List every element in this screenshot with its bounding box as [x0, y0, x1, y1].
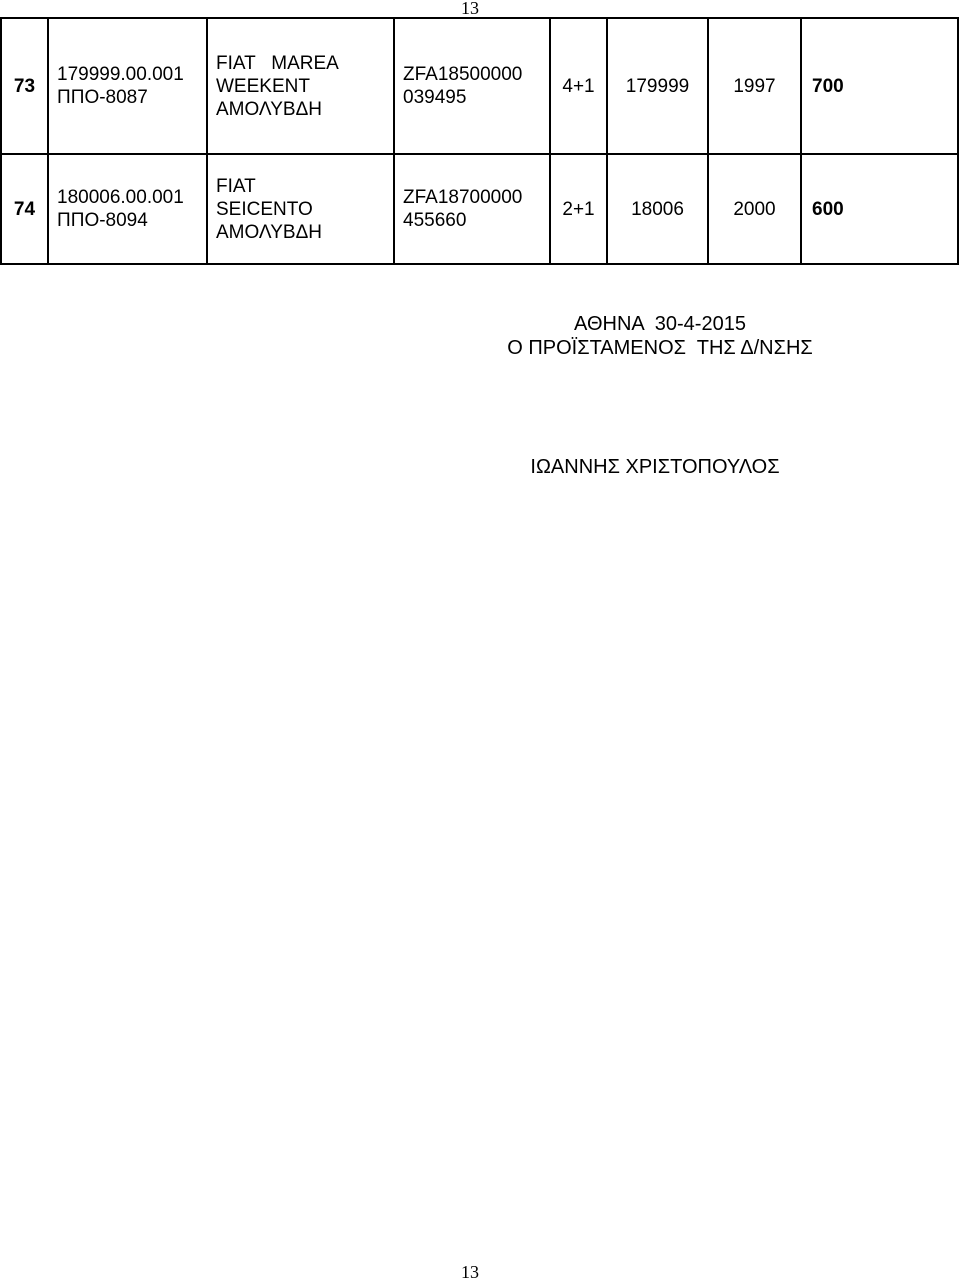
plate-number: ΠΠΟ-8087 — [57, 87, 148, 108]
value-cell: 600 — [801, 154, 958, 264]
ref-cell: 18006 — [607, 154, 708, 264]
table-row — [1, 154, 958, 264]
chassis-line: ZFA18700000 — [403, 187, 523, 208]
year-cell: 1997 — [708, 18, 801, 154]
model-line: ΑΜΟΛΥΒΔΗ — [216, 98, 322, 120]
signatory-name-block — [475, 455, 835, 479]
vehicle-table — [0, 17, 959, 265]
model-line: WEEKENT — [216, 75, 310, 97]
year-cell: 2000 — [708, 154, 801, 264]
signatory-role: Ο ΠΡΟΪΣΤΑΜΕΝΟΣ ΤΗΣ Δ/ΝΣΗΣ — [507, 337, 813, 359]
ref-cell: 179999 — [607, 18, 708, 154]
model-line: FIAT — [216, 175, 256, 197]
model-cell — [207, 154, 394, 264]
chassis-cell — [394, 154, 550, 264]
code-cell — [48, 18, 207, 154]
page-number-top: 13 — [461, 0, 479, 18]
plate-number: ΠΠΟ-8094 — [57, 210, 148, 231]
seats-cell: 4+1 — [550, 18, 607, 154]
item-code: 179999.00.001 — [57, 64, 184, 85]
place-date: ΑΘΗΝΑ 30-4-2015 — [574, 313, 746, 335]
signatory-name: ΙΩΑΝΝΗΣ ΧΡΙΣΤΟΠΟΥΛΟΣ — [530, 456, 780, 478]
model-cell — [207, 18, 394, 154]
chassis-cell — [394, 18, 550, 154]
chassis-line: 455660 — [403, 210, 467, 231]
model-line: ΑΜΟΛΥΒΔΗ — [216, 221, 322, 243]
row-index: 73 — [1, 18, 48, 154]
seats-cell: 2+1 — [550, 154, 607, 264]
value-cell: 700 — [801, 18, 958, 154]
item-code: 180006.00.001 — [57, 187, 184, 208]
table-row — [1, 18, 958, 154]
model-line: FIAT MAREA — [216, 52, 339, 74]
model-line: SEICENTO — [216, 198, 313, 220]
row-index: 74 — [1, 154, 48, 264]
code-cell — [48, 154, 207, 264]
page-number-bottom: 13 — [461, 1262, 479, 1282]
chassis-line: ZFA18500000 — [403, 64, 523, 85]
chassis-line: 039495 — [403, 87, 467, 108]
signature-block — [480, 312, 840, 360]
